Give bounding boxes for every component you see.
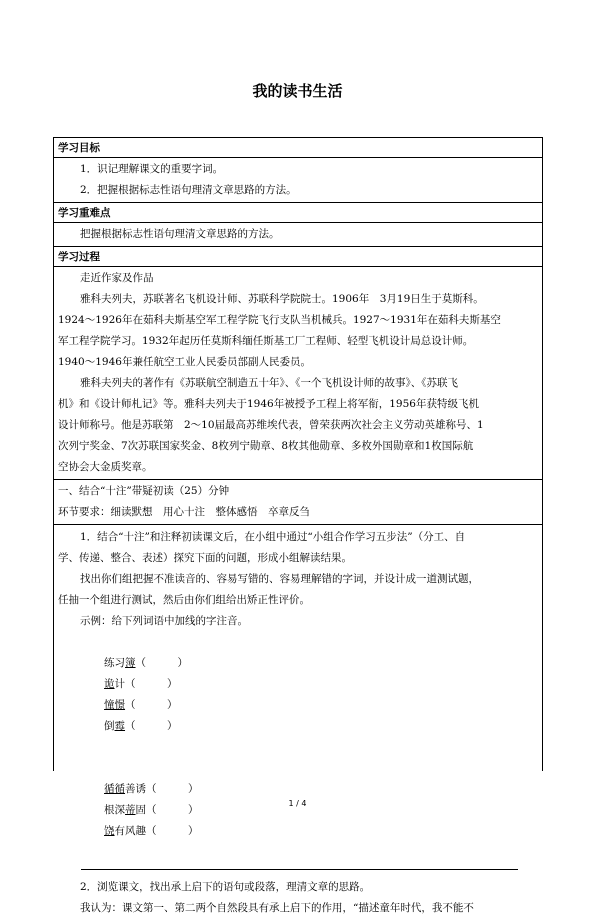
tasks-content — [54, 525, 542, 921]
word-item: 诡计（ ） — [104, 678, 178, 690]
task2-answer: 我认为：课文第一、第二两个自然段具有承上启下的作用，“描述童年时代，我不能不 — [80, 902, 474, 914]
document-title: 我的读书生活 — [252, 82, 343, 100]
bio-line: 军工程学院学习。1932年起历任莫斯科缅任斯基工厂工程师、轻型飞机设计局总设计师。 — [58, 335, 474, 347]
task2: 2．浏览课文，找出承上启下的语句或段落，理清文章的思路。 — [80, 881, 371, 893]
section-heading-key: 学习重难点 — [54, 203, 542, 223]
task1b-line: 任抽一个组进行测试，然后由你们组给出矫正性评价。 — [58, 594, 310, 606]
pinyin-word-row — [54, 632, 542, 758]
part1-heading: 一、结合“十注”带疑初读（25）分钟 — [58, 485, 230, 497]
part1-header — [54, 480, 542, 525]
goals-content — [54, 158, 542, 203]
pinyin-word-row — [54, 758, 542, 863]
works-line: 机》和《设计师札记》等。雅科夫列夫于1946年被授予工程上将军衔，1956年获特级飞机 — [58, 398, 479, 410]
works-line: 次列宁奖金、7次苏联国家奖金、8枚列宁勋章、8枚其他勋章、多枚外国勋章和1枚国际航 — [58, 440, 474, 452]
key-content — [54, 223, 542, 247]
word-item: 循循善诱（ ） — [104, 783, 199, 795]
key-text: 把握根据标志性语句理清文章思路的方法。 — [80, 228, 280, 240]
works-line: 雅科夫列夫的著作有《苏联航空制造五十年》、《一个飞机设计师的故事》、《苏联飞 — [80, 377, 458, 389]
author-intro-title: 走近作家及作品 — [80, 272, 154, 284]
goal-item: 2．把握根据标志性语句理清文章思路的方法。 — [80, 184, 297, 196]
part1-requirement: 环节要求：细读默想 用心十注 整体感悟 卒章反刍 — [58, 506, 310, 518]
task1-line: 1．结合“十注”和注释初读课文后，在小组中通过“小组合作学习五步法”（分工、自 — [80, 531, 466, 543]
bio-line: 雅科夫列夫，苏联著名飞机设计师、苏联科学院院士。1906年 3月19日生于莫斯科。 — [80, 293, 484, 305]
task1-line: 学、传递、整合、表述）探究下面的问题，形成小组解读结果。 — [58, 552, 352, 564]
works-line: 设计师称号。他是苏联第 2～10届最高苏维埃代表，曾荣获两次社会主义劳动英雄称号、1 — [58, 419, 484, 431]
example-label: 示例：给下列词语中加线的字注音。 — [80, 615, 248, 627]
word-item: 倒霉（ ） — [104, 720, 178, 732]
word-item: 饶有风趣（ ） — [104, 825, 199, 837]
bio-line: 1924～1926年在茹科夫斯基空军工程学院飞行支队当机械兵。1927～1931年在茹科夫斯基空 — [58, 314, 501, 326]
works-line: 空协会大金质奖章。 — [58, 461, 153, 473]
answer-line — [54, 863, 542, 877]
word-item: 根深蒂固（ ） — [104, 804, 199, 816]
page-number: 1 / 4 — [288, 799, 307, 808]
section-heading-goals: 学习目标 — [54, 138, 542, 158]
task1b-line: 找出你们组把握不准读音的、容易写错的、容易理解错的字词，并设计成一道测试题， — [80, 573, 479, 585]
section-heading-process: 学习过程 — [54, 247, 542, 267]
process-content — [54, 267, 542, 480]
goal-item: 1．识记理解课文的重要字词。 — [80, 163, 224, 175]
word-item: 憧憬（ ） — [104, 699, 178, 711]
word-item: 练习簿（ ） — [104, 657, 189, 669]
bio-line: 1940～1946年兼任航空工业人民委员部副人民委员。 — [58, 356, 311, 368]
